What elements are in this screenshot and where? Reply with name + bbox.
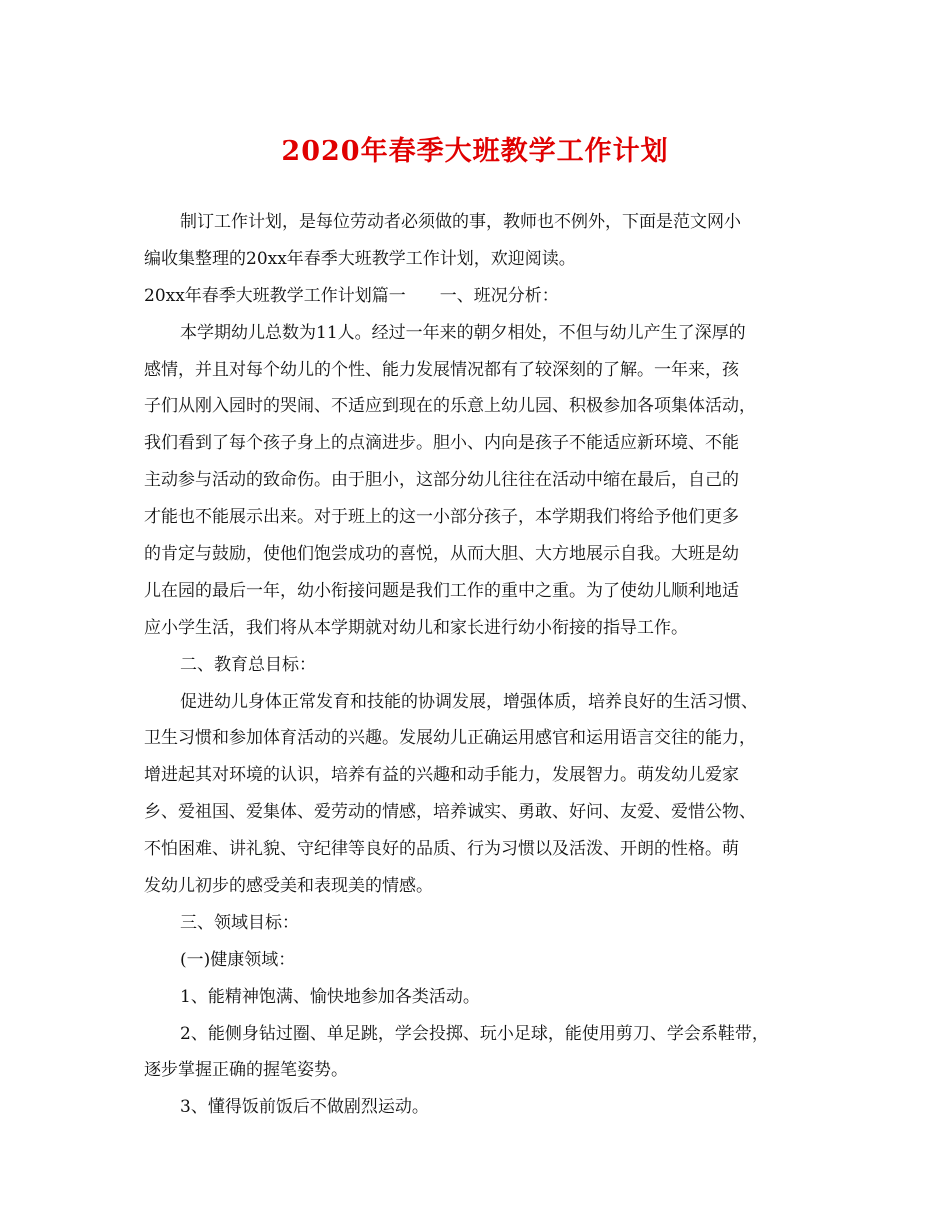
paragraph-line: 我们看到了每个孩子身上的点滴进步。胆小、内向是孩子不能适应新环境、不能 bbox=[144, 433, 739, 454]
paragraph-line: 增进起其对环境的认识，培养有益的兴趣和动手能力，发展智力。萌发幼儿爱家 bbox=[144, 765, 739, 786]
section-heading: 二、教育总目标： bbox=[180, 654, 316, 675]
paragraph-line: 本学期幼儿总数为11人。经过一年来的朝夕相处，不但与幼儿产生了深厚的 bbox=[180, 322, 746, 343]
list-item-continuation: 逐步掌握正确的握笔姿势。 bbox=[144, 1060, 348, 1081]
paragraph-line: 主动参与活动的致命伤。由于胆小，这部分幼儿往往在活动中缩在最后，自己的 bbox=[144, 470, 739, 491]
paragraph-line: 促进幼儿身体正常发育和技能的协调发展，增强体质，培养良好的生活习惯、 bbox=[180, 691, 758, 712]
paragraph-line: 子们从刚入园时的哭闹、不适应到现在的乐意上幼儿园、积极参加各项集体活动， bbox=[144, 396, 756, 417]
paragraph-line: 感情，并且对每个幼儿的个性、能力发展情况都有了较深刻的了解。一年来，孩 bbox=[144, 359, 739, 380]
section-heading: 三、领域目标： bbox=[180, 912, 299, 933]
paragraph-line: 的肯定与鼓励，使他们饱尝成功的喜悦，从而大胆、大方地展示自我。大班是幼 bbox=[144, 544, 739, 565]
paragraph-line: 应小学生活，我们将从本学期就对幼儿和家长进行幼小衔接的指导工作。 bbox=[144, 617, 688, 638]
document-body bbox=[144, 204, 814, 1126]
paragraph-line: 不怕困难、讲礼貌、守纪律等良好的品质、行为习惯以及活泼、开朗的性格。萌 bbox=[144, 839, 739, 860]
list-item: 3、懂得饭前饭后不做剧烈运动。 bbox=[180, 1097, 429, 1118]
subsection-heading: (一)健康领域： bbox=[180, 949, 296, 970]
paragraph-line: 乡、爱祖国、爱集体、爱劳动的情感，培养诚实、勇敢、好问、友爱、爱惜公物、 bbox=[144, 802, 756, 823]
paragraph-line: 发幼儿初步的感受美和表现美的情感。 bbox=[144, 876, 433, 897]
paragraph-line: 编收集整理的20xx年春季大班教学工作计划，欢迎阅读。 bbox=[144, 248, 576, 269]
section-heading-line: 20xx年春季大班教学工作计划篇一 一、班况分析： bbox=[144, 285, 559, 306]
paragraph-line: 卫生习惯和参加体育活动的兴趣。发展幼儿正确运用感官和运用语言交往的能力， bbox=[144, 728, 756, 749]
paragraph-line: 制订工作计划，是每位劳动者必须做的事，教师也不例外，下面是范文网小 bbox=[180, 212, 741, 232]
list-item: 2、能侧身钻过圈、单足跳，学会投掷、玩小足球，能使用剪刀、学会系鞋带， bbox=[180, 1023, 769, 1044]
document-title: 2020年春季大班教学工作计划 bbox=[281, 136, 669, 167]
paragraph-line: 儿在园的最后一年，幼小衔接问题是我们工作的重中之重。为了使幼儿顺利地适 bbox=[144, 580, 739, 601]
list-item: 1、能精神饱满、愉快地参加各类活动。 bbox=[180, 986, 480, 1007]
paragraph-line: 才能也不能展示出来。对于班上的这一小部分孩子，本学期我们将给予他们更多 bbox=[144, 507, 739, 528]
